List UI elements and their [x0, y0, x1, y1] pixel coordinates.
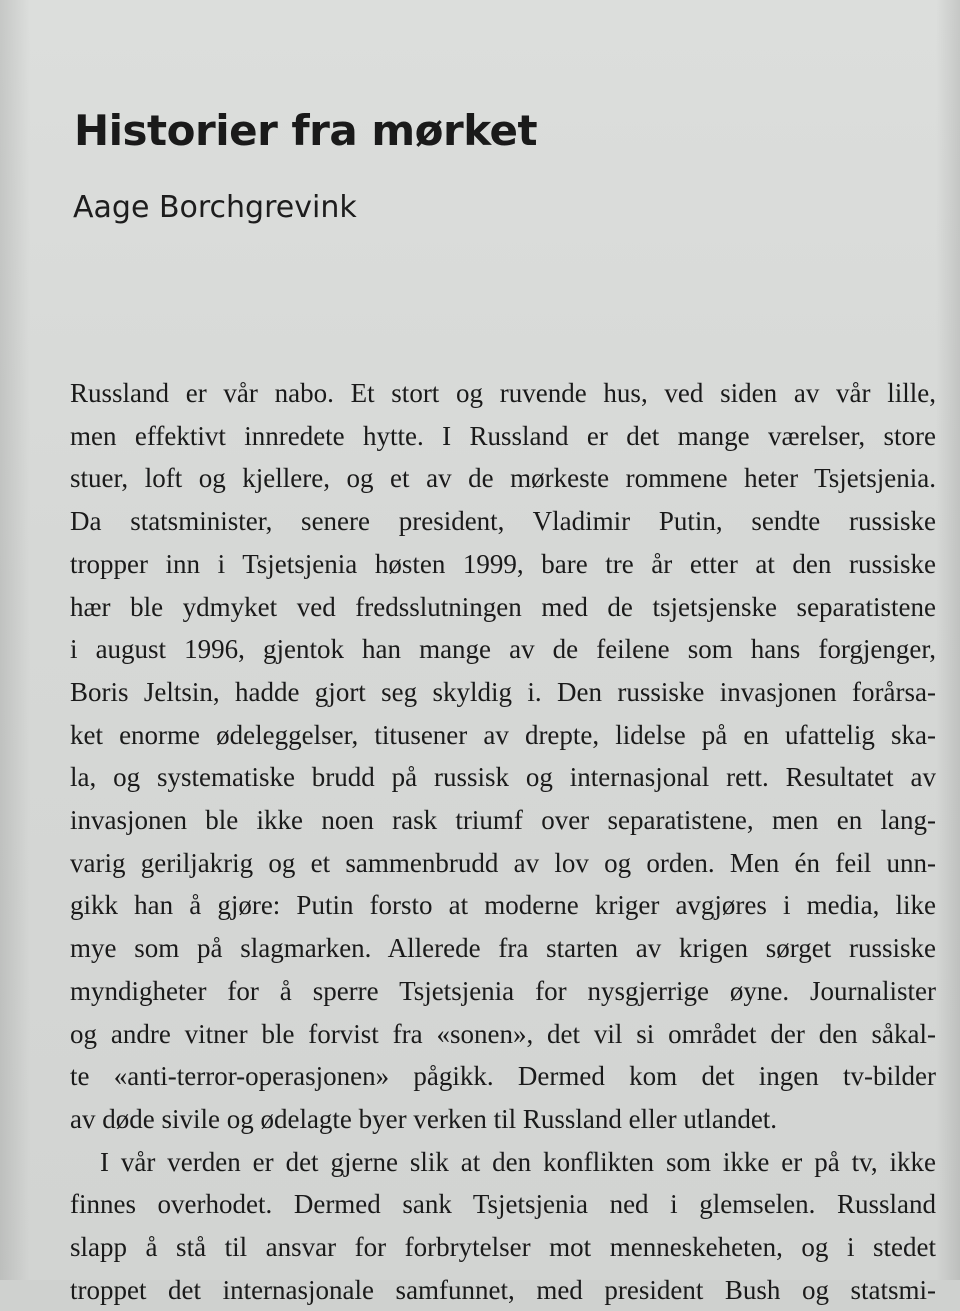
body-line: av døde sivile og ødelagte byer verken til Russland eller utlandet.: [70, 1103, 778, 1134]
page-shadow-left: [0, 0, 30, 1280]
body-line: finnes overhodet. Dermed sank Tsjetsjenia ned i glemselen. Russland: [70, 1189, 936, 1220]
body-line: Da statsminister, senere president, Vladimir Putin, sendte russiske: [70, 506, 936, 537]
body-line: og andre vitner ble forvist fra «sonen», det vil si området der den såkal-: [70, 1018, 936, 1049]
chapter-author: Aage Borchgrevink: [73, 190, 357, 225]
body-line: I vår verden er det gjerne slik at den konflikten som ikke er på tv, ikke: [100, 1146, 936, 1177]
body-line: mye som på slagmarken. Allerede fra starten av krigen sørget russiske: [70, 933, 936, 964]
body-line: la, og systematiske brudd på russisk og internasjonal rett. Resultatet av: [70, 762, 936, 793]
chapter-title: Historier fra mørket: [74, 106, 538, 155]
body-line: myndigheter for å sperre Tsjetsjenia for nysgjerrige øyne. Journalister: [70, 975, 936, 1006]
body-text: [70, 372, 936, 1311]
body-line: stuer, loft og kjellere, og et av de mørkeste rommene heter Tsjetsjenia.: [70, 463, 936, 494]
body-line: slapp å stå til ansvar for forbrytelser mot menneskeheten, og i stedet: [70, 1232, 936, 1263]
body-line: te «anti-terror-operasjonen» pågikk. Dermed kom det ingen tv-bilder: [70, 1061, 936, 1092]
body-line: men effektivt innredete hytte. I Russland er det mange værelser, store: [70, 420, 936, 451]
body-line: hær ble ydmyket ved fredsslutningen med de tsjetsjenske separatistene: [70, 591, 936, 622]
body-line: gikk han å gjøre: Putin forsto at moderne kriger avgjøres i media, like: [70, 890, 936, 921]
body-line: troppet det internasjonale samfunnet, med president Bush og statsmi-: [70, 1274, 936, 1305]
body-line: Russland er vår nabo. Et stort og ruvende hus, ved siden av vår lille,: [70, 378, 936, 408]
body-line: invasjonen ble ikke noen rask triumf over separatistene, men en lang-: [70, 805, 936, 836]
body-line: Boris Jeltsin, hadde gjort seg skyldig i. Den russiske invasjonen forårsa-: [70, 676, 936, 707]
page-shadow-right: [936, 0, 960, 1280]
body-line: ket enorme ødeleggelser, titusener av drepte, lidelse på en ufattelig ska-: [70, 719, 936, 750]
body-line: tropper inn i Tsjetsjenia høsten 1999, bare tre år etter at den russiske: [70, 548, 936, 579]
body-line: varig geriljakrig og et sammenbrudd av lov og orden. Men én feil unn-: [70, 847, 936, 878]
body-line: i august 1996, gjentok han mange av de feilene som hans forgjenger,: [70, 634, 936, 665]
